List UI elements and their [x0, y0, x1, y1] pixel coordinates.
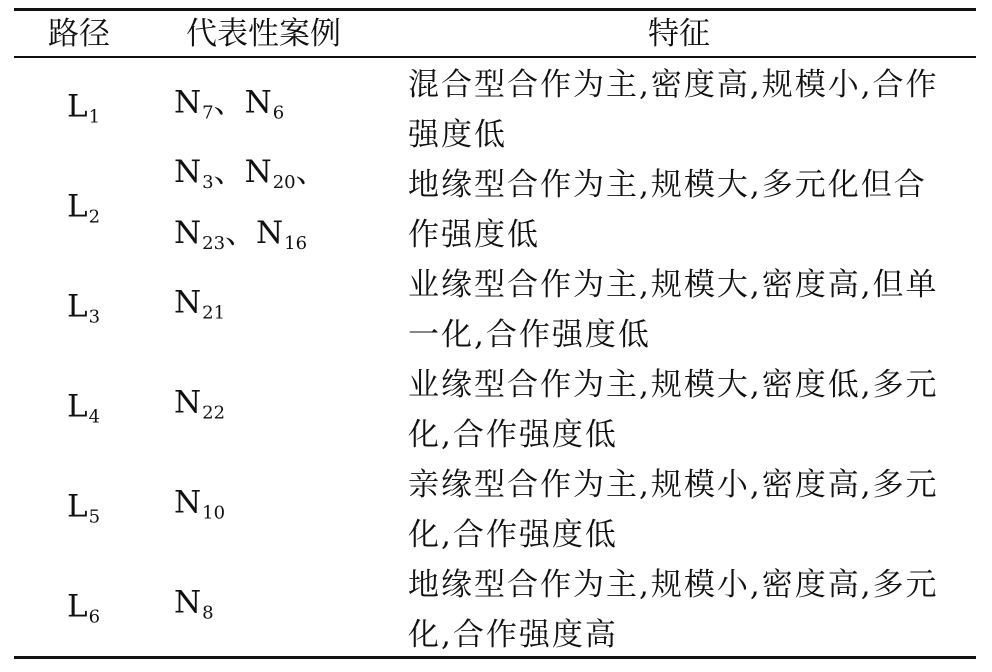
case-subscript: 16: [284, 233, 308, 254]
case-subscript: 6: [272, 102, 285, 124]
path-code-subscript: 4: [88, 406, 101, 428]
feature-line: 化,合作强度低: [408, 417, 618, 453]
path-code-letter: L: [67, 288, 88, 325]
path-code: [67, 289, 100, 328]
path-code: [67, 389, 100, 428]
path-code-letter: L: [67, 88, 88, 125]
case-line: [174, 147, 327, 208]
case-separator: 、: [213, 154, 245, 190]
case-separator: 、: [225, 215, 257, 251]
case-subscript: 21: [202, 302, 226, 324]
feature-line: 业缘型合作为主,规模大,密度低,多元: [408, 367, 939, 403]
feature-line: 地缘型合作为主,规模小,密度高,多元: [408, 567, 939, 603]
feature-line: 业缘型合作为主,规模大,密度高,但单: [408, 267, 939, 303]
header-features: 特征: [648, 16, 710, 52]
case-letter: N: [174, 284, 202, 321]
representative-cases: [174, 78, 284, 139]
table-row: [0, 58, 992, 158]
case-separator: 、: [295, 154, 327, 190]
path-code-letter: L: [67, 388, 88, 425]
case-line: [174, 78, 284, 139]
case-letter: N: [174, 484, 202, 521]
case-letter: N: [244, 154, 272, 190]
case-line: [174, 278, 225, 339]
table-bottom-rule: [14, 656, 976, 659]
header-cases: 代表性案例: [186, 16, 341, 52]
feature-line: 作强度低: [408, 217, 540, 253]
header-path: 路径: [48, 16, 110, 52]
path-code-subscript: 1: [88, 106, 101, 128]
representative-cases: [174, 278, 225, 339]
case-subscript: 10: [202, 502, 226, 524]
path-code-subscript: 3: [88, 306, 101, 328]
path-code: [67, 489, 100, 528]
feature-description: [408, 260, 968, 360]
case-subscript: 20: [272, 172, 296, 193]
case-line: [174, 378, 225, 439]
path-code: [67, 89, 100, 128]
case-separator: 、: [213, 84, 245, 121]
representative-cases: [174, 578, 214, 639]
feature-line: 化,合作强度高: [408, 617, 618, 653]
feature-description: [408, 560, 968, 660]
path-code-subscript: 6: [88, 606, 101, 628]
feature-line: 一化,合作强度低: [408, 317, 651, 353]
feature-line: 化,合作强度低: [408, 517, 618, 553]
table-row: [0, 258, 992, 358]
table-row: [0, 154, 992, 258]
case-subscript: 8: [202, 602, 214, 624]
case-subscript: 3: [202, 172, 214, 193]
case-line: [174, 478, 225, 539]
feature-description: [408, 360, 968, 460]
path-code-letter: L: [67, 588, 88, 625]
case-line: [174, 578, 214, 639]
feature-line: 亲缘型合作为主,规模小,密度高,多元: [408, 467, 939, 503]
case-letter: N: [174, 584, 202, 621]
case-subscript: 23: [202, 233, 226, 254]
path-code-subscript: 5: [88, 506, 101, 528]
table-top-rule: [14, 8, 976, 11]
feature-description: [408, 460, 968, 560]
case-letter: N: [174, 384, 202, 421]
path-code: [67, 189, 100, 228]
representative-cases: [174, 378, 225, 439]
case-letter: N: [256, 215, 284, 251]
feature-line: 混合型合作为主,密度高,规模小,合作: [408, 67, 939, 103]
feature-description: [408, 60, 968, 160]
path-code-letter: L: [67, 188, 88, 225]
feature-line: 地缘型合作为主,规模大,多元化但合: [408, 167, 927, 203]
feature-line: 强度低: [408, 117, 507, 153]
case-letter: N: [174, 154, 202, 190]
representative-cases: [174, 478, 225, 539]
case-subscript: 22: [202, 402, 226, 424]
path-code: [67, 589, 100, 628]
table-row: [0, 358, 992, 458]
case-letter: N: [244, 84, 272, 121]
feature-description: [408, 160, 968, 260]
case-letter: N: [174, 84, 202, 121]
case-letter: N: [174, 215, 202, 251]
table-row: [0, 458, 992, 558]
representative-cases: [174, 147, 327, 269]
table-row: [0, 558, 992, 658]
path-code-letter: L: [67, 488, 88, 525]
path-code-subscript: 2: [88, 206, 101, 228]
case-subscript: 7: [202, 102, 214, 124]
